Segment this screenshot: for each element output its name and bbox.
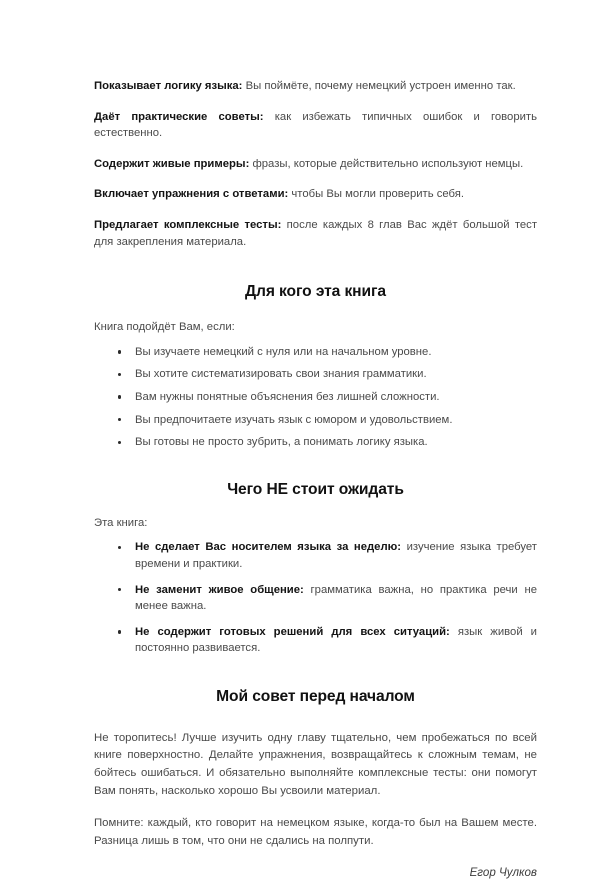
- feature-text: как избежать типичных ошибок и говорить естественно.: [94, 110, 537, 140]
- bullet-dot-icon: [118, 373, 121, 376]
- author-signature: Егор Чулков: [469, 866, 537, 880]
- not-expect-list: [94, 539, 537, 657]
- feature-text: чтобы Вы могли проверить себя.: [288, 188, 465, 201]
- feature-lead: Включает упражнения с ответами:: [94, 188, 289, 201]
- who-section: [94, 282, 537, 451]
- page-content: [94, 78, 537, 881]
- list-item: [94, 366, 537, 383]
- feature-lead: Показывает логику языка:: [94, 80, 243, 92]
- list-item-text: грамматика важна, но практика речи не менее важна.: [135, 583, 537, 613]
- feature-paragraph: [94, 186, 537, 203]
- feature-text: после каждых 8 глав Вас ждёт большой тест для закрепления материала.: [94, 218, 537, 248]
- list-item: [94, 412, 537, 429]
- feature-paragraph: [94, 109, 537, 142]
- section-heading-who: Для кого эта книга: [245, 283, 386, 301]
- list-item: [94, 389, 537, 406]
- not-expect-intro-text: Эта книга:: [94, 516, 148, 529]
- feature-paragraph: [94, 156, 537, 173]
- features-section: [94, 78, 537, 250]
- bullet-dot-icon: [118, 350, 121, 353]
- list-item-lead: Не содержит готовых решений для всех ситуаций:: [135, 625, 450, 638]
- feature-paragraph: [94, 78, 537, 95]
- list-item-text: изучение языка требует времени и практики.: [135, 541, 537, 570]
- advice-section: [94, 687, 537, 881]
- not-expect-section: [94, 480, 537, 657]
- advice-paragraph-1: Не торопитесь! Лучше изучить одну главу тщательно, чем пробежаться по всей книге поверхностно. Делайте упражнения, возвращайтесь к сложным темам, не бойтесь ошибаться. И обязательно выполняйте комплексные тесты: они помогут Вам понять, насколько хорошо Вы усвоили материал.: [94, 731, 537, 797]
- feature-text: Вы поймёте, почему немецкий устроен именно так.: [242, 80, 516, 92]
- list-item-text: Вы предпочитаете изучать язык с юмором и удовольствием.: [135, 413, 453, 426]
- bullet-dot-icon: [118, 630, 121, 633]
- section-heading-not-expect: Чего НЕ стоит ожидать: [227, 480, 404, 498]
- feature-text: фразы, которые действительно используют немцы.: [249, 157, 524, 170]
- list-item-lead: Не сделает Вас носителем языка за неделю:: [135, 541, 402, 554]
- feature-lead: Предлагает комплексные тесты:: [94, 218, 282, 231]
- list-item-text: Вы готовы не просто зубрить, а понимать логику языка.: [135, 436, 428, 449]
- section-heading-advice: Мой совет перед началом: [216, 687, 415, 705]
- feature-lead: Содержит живые примеры:: [94, 157, 250, 170]
- list-item: [94, 344, 537, 361]
- list-item-lead: Не заменит живое общение:: [135, 583, 304, 596]
- list-item-text: Вы изучаете немецкий с нуля или на начальном уровне.: [135, 345, 432, 358]
- bullet-dot-icon: [118, 546, 121, 549]
- who-intro-text: Книга подойдёт Вам, если:: [94, 321, 235, 334]
- who-list: [94, 344, 537, 451]
- bullet-dot-icon: [118, 441, 121, 444]
- feature-lead: Даёт практические советы:: [94, 110, 264, 123]
- list-item: [94, 582, 537, 615]
- list-item-text: Вы хотите систематизировать свои знания грамматики.: [135, 368, 427, 381]
- list-item-text: Вам нужны понятные объяснения без лишней сложности.: [135, 390, 440, 403]
- list-item: [94, 434, 537, 451]
- feature-paragraph: [94, 217, 537, 250]
- bullet-dot-icon: [118, 395, 121, 398]
- list-item: [94, 624, 537, 657]
- bullet-dot-icon: [118, 418, 121, 421]
- list-item: [94, 539, 537, 572]
- advice-paragraph-2: Помните: каждый, кто говорит на немецком языке, когда-то был на Вашем месте. Разница лишь в том, что они не сдались на полпути.: [94, 817, 537, 847]
- list-item-text: язык живой и постоянно развивается.: [135, 625, 537, 655]
- bullet-dot-icon: [118, 588, 121, 591]
